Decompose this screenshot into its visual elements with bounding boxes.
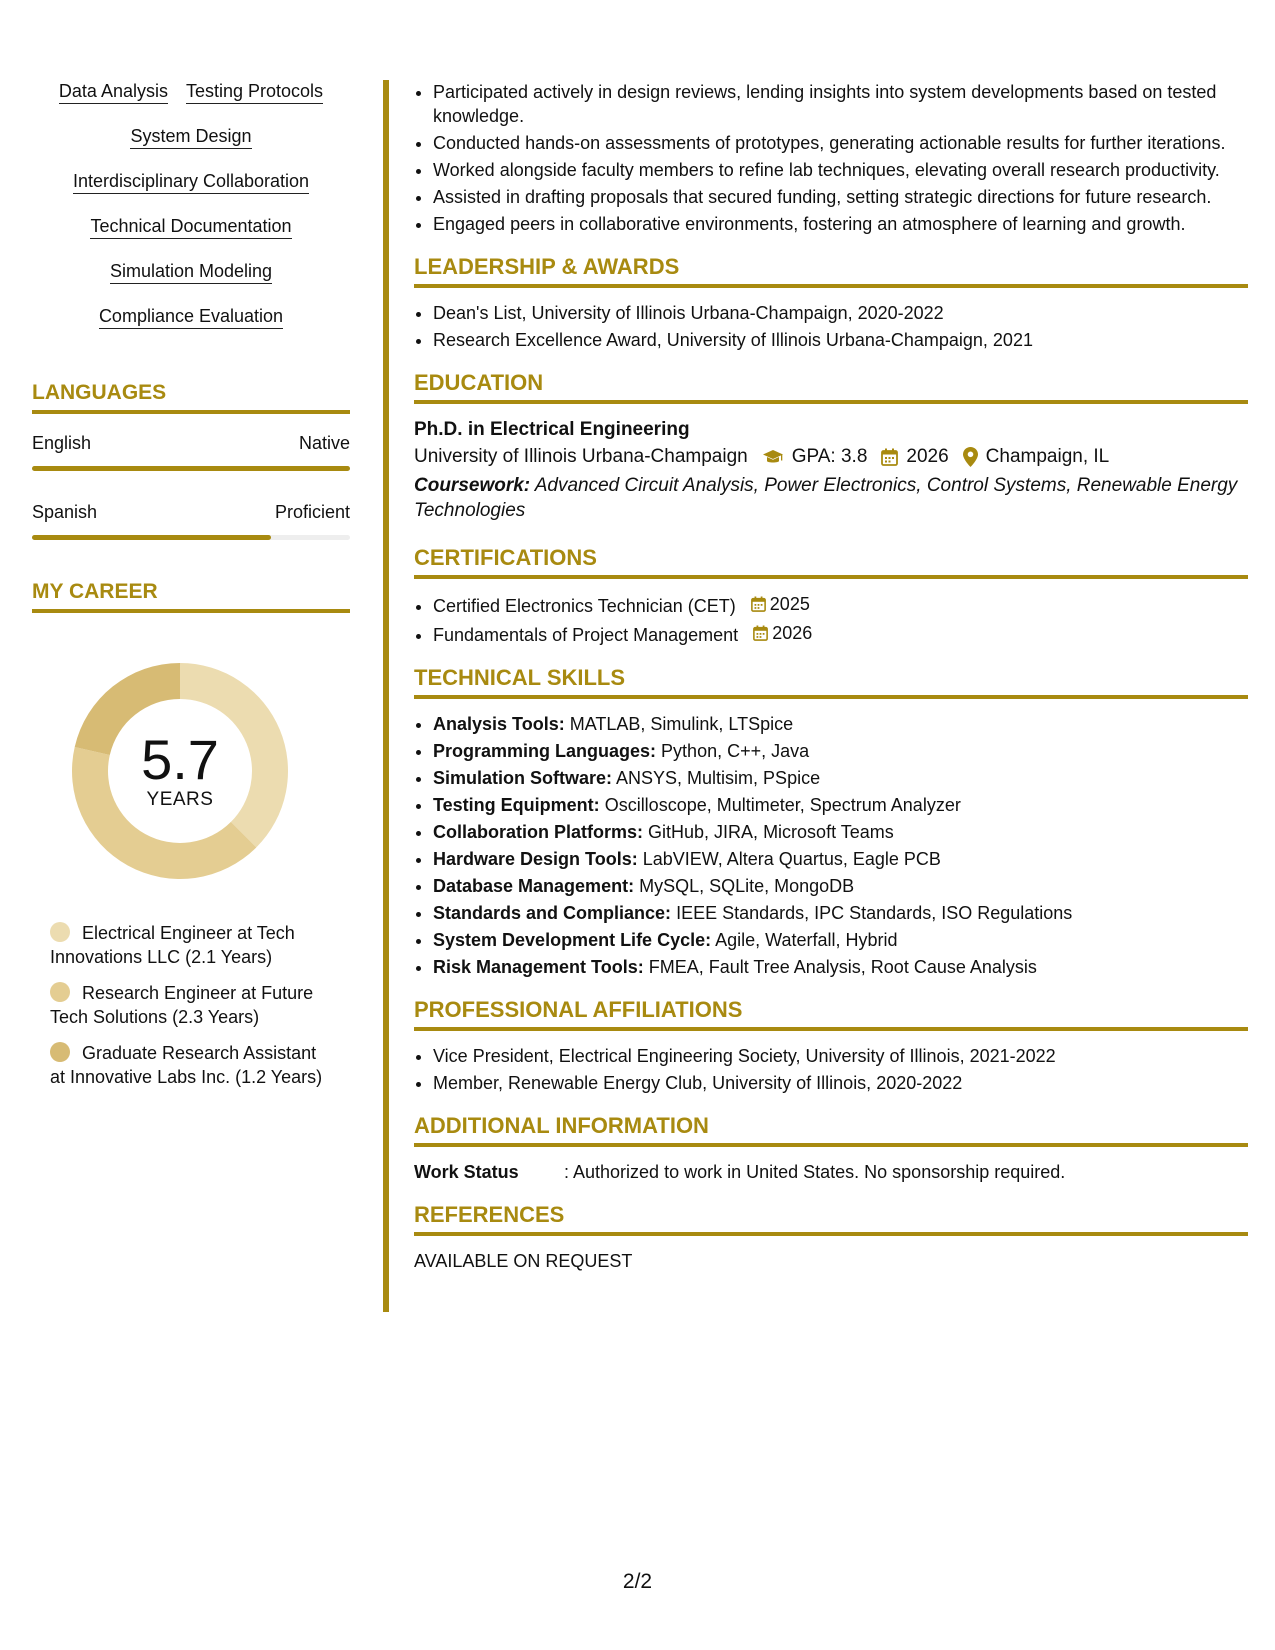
education-heading: EDUCATION [414, 370, 1248, 404]
language-bar [32, 466, 350, 471]
technical-skills-heading: TECHNICAL SKILLS [414, 665, 1248, 699]
tech-skill-value: IEEE Standards, IPC Standards, ISO Regulations [676, 903, 1073, 923]
calendar-icon [751, 596, 766, 612]
tech-skill-item [433, 766, 1248, 790]
additional-info-section [414, 1113, 1248, 1184]
coursework [414, 473, 1248, 523]
language-level: Native [298, 433, 350, 453]
tech-skill-value: FMEA, Fault Tree Analysis, Root Cause Analysis [648, 957, 1037, 977]
career-total-years: 5.7 [141, 728, 219, 791]
language-name: English [32, 433, 92, 453]
tech-skill-item [433, 847, 1248, 871]
experience-bullet: • Participated actively in design reviews, lending insights into system developments based on tested knowledge. [433, 80, 1248, 128]
career-donut-chart [66, 657, 294, 885]
certification-name: Certified Electronics Technician (CET) [433, 596, 736, 616]
experience-bullet: • Assisted in drafting proposals that secured funding, setting strategic directions for future research. [433, 185, 1248, 209]
location-pin-icon [963, 447, 978, 467]
career-legend-label: Graduate Research Assistant at Innovative Labs Inc. (1.2 Years) [50, 1043, 323, 1087]
skill-tag: Technical Documentation [90, 215, 291, 239]
calendar-icon [753, 625, 768, 641]
tech-skill-item [433, 928, 1248, 952]
languages-section [32, 381, 350, 540]
certification-name: Fundamentals of Project Management [433, 625, 739, 645]
tech-skill-value: LabVIEW, Altera Quartus, Eagle PCB [642, 849, 941, 869]
skill-tag: Simulation Modeling [110, 260, 272, 284]
certification-item [433, 621, 1248, 647]
tech-skill-value: ANSYS, Multisim, PSpice [616, 768, 821, 788]
column-divider [383, 80, 389, 1312]
tech-skill-label: Risk Management Tools: [433, 957, 644, 977]
certification-year: 2025 [769, 594, 810, 614]
skills-tags [32, 80, 350, 329]
languages-heading: LANGUAGES [32, 381, 350, 414]
leadership-section [414, 254, 1248, 352]
additional-info-heading: ADDITIONAL INFORMATION [414, 1113, 1248, 1147]
tech-skill-label: Testing Equipment: [433, 795, 600, 815]
tech-skill-item [433, 955, 1248, 979]
language-bar-fill [32, 535, 271, 540]
tech-skill-value: MySQL, SQLite, MongoDB [639, 876, 855, 896]
education-section [414, 370, 1248, 523]
language-row [32, 432, 350, 454]
award-item: • Dean's List, University of Illinois Urbana-Champaign, 2020-2022 [433, 301, 1248, 325]
left-column [32, 80, 350, 1101]
skill-tag: System Design [130, 125, 251, 149]
tech-skill-label: Programming Languages: [433, 741, 657, 761]
skill-tag: Data Analysis [59, 80, 168, 104]
tech-skill-item [433, 739, 1248, 763]
references-text: AVAILABLE ON REQUEST [414, 1251, 633, 1271]
language-row [32, 501, 350, 523]
affiliations-heading: PROFESSIONAL AFFILIATIONS [414, 997, 1248, 1031]
experience-bullets [414, 80, 1248, 236]
references-heading: REFERENCES [414, 1202, 1248, 1236]
tech-skill-item [433, 874, 1248, 898]
calendar-icon [881, 448, 898, 466]
career-legend-item [50, 1041, 335, 1089]
skill-tag: Compliance Evaluation [99, 305, 283, 329]
references-section [414, 1202, 1248, 1273]
affiliations-section [414, 997, 1248, 1095]
work-status-row [414, 1160, 1248, 1184]
language-name: Spanish [32, 502, 98, 522]
legend-dot [50, 982, 70, 1002]
certifications-section [414, 545, 1248, 647]
coursework-label: Coursework: [414, 475, 531, 496]
tech-skill-label: Standards and Compliance: [433, 903, 672, 923]
award-item: • Research Excellence Award, University of Illinois Urbana-Champaign, 2021 [433, 328, 1248, 352]
experience-bullet: • Engaged peers in collaborative environments, fostering an atmosphere of learning and growth. [433, 212, 1248, 236]
career-section [32, 580, 350, 1089]
graduation-year: 2026 [906, 446, 949, 467]
right-column [414, 80, 1248, 1273]
career-years-unit: YEARS [146, 789, 214, 810]
school-location: Champaign, IL [985, 446, 1110, 467]
career-legend-label: Electrical Engineer at Tech Innovations LLC (2.1 Years) [50, 923, 295, 967]
gpa: GPA: 3.8 [791, 446, 868, 467]
career-legend-item [50, 921, 335, 969]
tech-skill-value: MATLAB, Simulink, LTSpice [569, 714, 794, 734]
school-name: University of Illinois Urbana-Champaign [414, 446, 748, 467]
skill-tag: Testing Protocols [186, 80, 323, 104]
tech-skill-item [433, 712, 1248, 736]
degree-title: Ph.D. in Electrical Engineering [414, 419, 690, 440]
tech-skill-item [433, 820, 1248, 844]
affiliation-item: • Member, Renewable Energy Club, University of Illinois, 2020-2022 [433, 1071, 1248, 1095]
leadership-heading: LEADERSHIP & AWARDS [414, 254, 1248, 288]
affiliation-item: • Vice President, Electrical Engineering Society, University of Illinois, 2021-2022 [433, 1044, 1248, 1068]
tech-skill-label: Simulation Software: [433, 768, 613, 788]
legend-dot [50, 922, 70, 942]
skill-tag: Interdisciplinary Collaboration [73, 170, 309, 194]
language-level: Proficient [274, 502, 350, 522]
experience-bullet: • Conducted hands-on assessments of prototypes, generating actionable results for further iterations. [433, 131, 1248, 155]
experience-bullet: • Worked alongside faculty members to refine lab techniques, elevating overall research productivity. [433, 158, 1248, 182]
tech-skill-label: Collaboration Platforms: [433, 822, 644, 842]
tech-skill-value: Python, C++, Java [661, 741, 810, 761]
tech-skill-label: Hardware Design Tools: [433, 849, 638, 869]
language-bar-fill [32, 466, 350, 471]
work-status-value: : Authorized to work in United States. No sponsorship required. [564, 1162, 1066, 1182]
tech-skill-item [433, 793, 1248, 817]
tech-skill-label: Analysis Tools: [433, 714, 565, 734]
graduation-cap-icon [762, 449, 784, 465]
tech-skill-value: Oscilloscope, Multimeter, Spectrum Analyzer [604, 795, 961, 815]
legend-dot [50, 1042, 70, 1062]
career-legend-item [50, 981, 335, 1029]
certification-year: 2026 [772, 623, 813, 643]
career-legend [50, 921, 335, 1089]
page-number: 2/2 [622, 1570, 653, 1593]
tech-skill-item [433, 901, 1248, 925]
work-status-label: Work Status [414, 1162, 519, 1182]
education-details [414, 443, 1248, 471]
certification-item [433, 592, 1248, 618]
tech-skill-value: Agile, Waterfall, Hybrid [715, 930, 898, 950]
career-heading: MY CAREER [32, 580, 350, 613]
tech-skill-value: GitHub, JIRA, Microsoft Teams [648, 822, 894, 842]
coursework-list: Advanced Circuit Analysis, Power Electronics, Control Systems, Renewable Energy Technologies [414, 475, 1238, 521]
technical-skills-section [414, 665, 1248, 979]
tech-skill-label: Database Management: [433, 876, 635, 896]
certifications-heading: CERTIFICATIONS [414, 545, 1248, 579]
language-bar [32, 535, 350, 540]
career-legend-label: Research Engineer at Future Tech Solutions (2.3 Years) [50, 983, 314, 1027]
tech-skill-label: System Development Life Cycle: [433, 930, 712, 950]
